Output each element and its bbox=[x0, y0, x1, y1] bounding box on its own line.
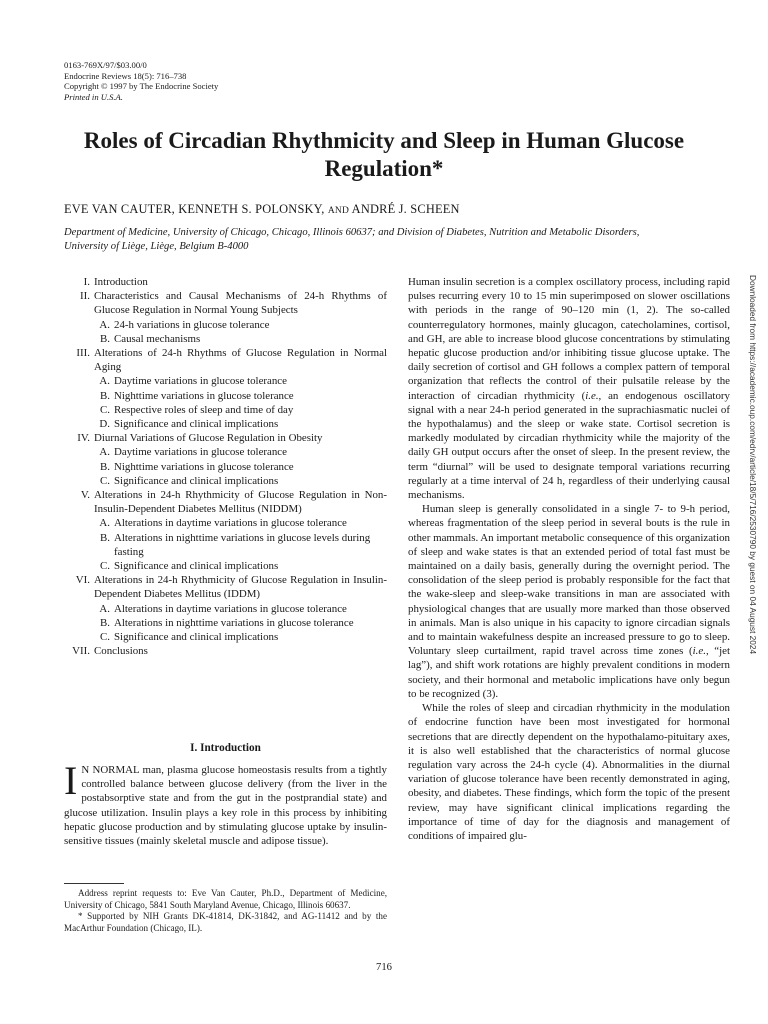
toc-entry bbox=[64, 616, 387, 630]
toc-entry bbox=[64, 289, 387, 317]
toc-entry bbox=[64, 531, 387, 559]
toc-text: Alterations in nighttime variations in glucose tolerance bbox=[114, 616, 354, 629]
toc-number: A. bbox=[99, 375, 110, 388]
footnote-divider bbox=[64, 883, 124, 884]
toc-text: Daytime variations in glucose tolerance bbox=[114, 446, 287, 459]
toc-entry bbox=[64, 516, 387, 530]
toc-text: Significance and clinical implications bbox=[114, 560, 279, 573]
toc-text: Alterations in 24-h Rhythmicity of Glucose Regulation in Insulin-Dependent Diabetes Mellitus (IDDM) bbox=[94, 574, 387, 601]
toc-number: C. bbox=[100, 403, 110, 416]
introduction-text: N NORMAL man, plasma glucose homeostasis results from a tightly controlled balance between glucose delivery (from the liver in the postabsorptive state and from the gut in the postprandial state) and glucose utilization. Insulin plays a key role in this process by inhibiting hepatic glucose production and by stimulating glucose uptake by insulin-sensitive tissues (mainly skeletal muscle and adipose tissue). bbox=[64, 764, 387, 848]
journal-header bbox=[64, 60, 218, 102]
author-names: EVE VAN CAUTER, KENNETH S. POLONSKY, bbox=[64, 202, 325, 216]
toc-number: I. bbox=[83, 276, 90, 288]
footnotes bbox=[64, 888, 387, 934]
author-and: AND bbox=[327, 206, 350, 216]
paragraph-text: , an endogenous oscillatory signal with a near 24-h period generated in the suprachiasmatic nuclei of the hypothalamus) and the sleep or wake state. Cortisol secretion is markedly modulated by circadian rhythmicity while the majority of the daily GH output occurs after the onset of sleep. In the present review, the term “diurnal” will be used to designate temporal variations recurring regularly at a time interval of 24 h, regardless of their underlying causal mechanisms. bbox=[408, 389, 730, 502]
paragraph-text: Human sleep is generally consolidated in a single 7- to 9-h period, whereas fragmentation of the sleep period in several bouts is the rule in other mammals. An important metabolic consequence of this organization of sleep and wake states is that an extended period of total fast must be maintained on a daily basis, generally during the overnight period. The consolidation of the sleep period is probably responsible for the fact that the wake-sleep and sleep-wake transitions in man are associated with physiological changes that are usually more marked than those observed in animals. Man is also unique in his capacity to ignore circadian signals and to maintain wakefulness despite an increased pressure to go to sleep. Voluntary sleep curtailment, rapid travel across time zones ( bbox=[408, 503, 730, 658]
paragraph-text: Human insulin secretion is a complex oscillatory process, including rapid pulses recurring every 10 to 15 min superimposed on slower oscillations with periods in the range of 90–120 min (1, 2). The so-called counterregulatory hormones, mainly glucagon, catecholamines, cortisol, and GH, are able to increase blood glucose concentrations by stimulating hepatic glucose production and/or inhibiting tissue glucose uptake. The daily secretion of cortisol and GH follows a complex pattern of temporal organization that reflects the control of their pulsatile release by the interaction of circadian rhythmicity ( bbox=[408, 276, 730, 402]
toc-number: IV. bbox=[77, 432, 90, 445]
toc-entry bbox=[64, 403, 387, 417]
table-of-contents bbox=[64, 275, 387, 658]
toc-entry bbox=[64, 445, 387, 459]
affiliation: Department of Medicine, University of Chicago, Chicago, Illinois 60637; and Division of Diabetes, Nutrition and Metabolic Disorders, University of Liège, Liège, Belgium B-4000 bbox=[64, 227, 640, 252]
toc-entry bbox=[64, 374, 387, 388]
toc-entry bbox=[64, 573, 387, 601]
toc-number: A. bbox=[99, 318, 110, 331]
toc-number: B. bbox=[100, 616, 110, 629]
toc-text: Alterations in 24-h Rhythmicity of Glucose Regulation in Non-Insulin-Dependent Diabetes Mellitus (NIDDM) bbox=[94, 489, 387, 516]
toc-number: A. bbox=[99, 446, 110, 459]
authors bbox=[64, 202, 460, 217]
toc-number: A. bbox=[99, 517, 110, 530]
toc-entry bbox=[64, 630, 387, 644]
toc-entry bbox=[64, 460, 387, 474]
toc-text: Conclusions bbox=[94, 645, 148, 658]
toc-number: C. bbox=[100, 631, 110, 644]
toc-text: Alterations in nighttime variations in glucose levels during fasting bbox=[114, 531, 371, 558]
toc-entry bbox=[64, 389, 387, 403]
toc-entry bbox=[64, 644, 387, 658]
author-last: ANDRÉ J. SCHEEN bbox=[351, 202, 460, 216]
right-column bbox=[408, 275, 730, 843]
toc-number: B. bbox=[100, 332, 110, 345]
toc-text: Alterations of 24-h Rhythms of Glucose Regulation in Normal Aging bbox=[94, 347, 387, 374]
toc-text: Respective roles of sleep and time of day bbox=[114, 403, 294, 416]
download-watermark: Downloaded from https://academic.oup.com/edrv/article/18/5/716/2530790 by guest on 04 August 2024 bbox=[748, 275, 758, 655]
toc-entry bbox=[64, 417, 387, 431]
drop-cap: I bbox=[64, 758, 78, 803]
toc-text: Significance and clinical implications bbox=[114, 418, 279, 431]
toc-text: Nighttime variations in glucose tolerance bbox=[114, 460, 294, 473]
toc-entry bbox=[64, 431, 387, 445]
toc-text: Significance and clinical implications bbox=[114, 474, 279, 487]
toc-number: V. bbox=[80, 489, 90, 502]
section-heading-introduction: I. Introduction bbox=[190, 742, 261, 754]
toc-number: D. bbox=[99, 418, 110, 431]
toc-text: Nighttime variations in glucose tolerance bbox=[114, 389, 294, 402]
toc-text: 24-h variations in glucose tolerance bbox=[114, 318, 270, 331]
printed-line: Printed in U.S.A. bbox=[64, 91, 123, 102]
toc-entry bbox=[64, 559, 387, 573]
toc-text: Causal mechanisms bbox=[114, 332, 201, 345]
toc-text: Significance and clinical implications bbox=[114, 631, 279, 644]
footnote-support: * Supported by NIH Grants DK-41814, DK-31842, and AG-11412 and by the MacArthur Foundation (Chicago, IL). bbox=[64, 911, 387, 933]
body-paragraph bbox=[408, 502, 730, 701]
toc-entry bbox=[64, 346, 387, 374]
toc-entry bbox=[64, 332, 387, 346]
toc-entry bbox=[64, 602, 387, 616]
issn-line: 0163-769X/97/$03.00/0 bbox=[64, 60, 147, 70]
italic-abbrev: i.e. bbox=[692, 645, 706, 658]
toc-text: Introduction bbox=[94, 276, 148, 288]
italic-abbrev: i.e. bbox=[585, 389, 599, 402]
toc-number: C. bbox=[100, 474, 110, 487]
toc-text: Alterations in daytime variations in glucose tolerance bbox=[114, 602, 347, 615]
toc-entry bbox=[64, 488, 387, 516]
paragraph-text: , “jet lag”), and shift work rotations are highly prevalent conditions in modern society, and their hormonal and metabolic implications have only begun to be recognized (3). bbox=[408, 645, 731, 700]
toc-number: III. bbox=[76, 347, 90, 360]
toc-text: Characteristics and Causal Mechanisms of 24-h Rhythms of Glucose Regulation in Normal Young Subjects bbox=[94, 290, 387, 317]
toc-number: B. bbox=[100, 531, 110, 544]
toc-text: Alterations in daytime variations in glucose tolerance bbox=[114, 517, 347, 530]
journal-citation: Endocrine Reviews 18(5): 716–738 bbox=[64, 70, 187, 81]
article-title: Roles of Circadian Rhythmicity and Sleep in Human Glucose Regulation* bbox=[83, 128, 685, 181]
body-paragraph bbox=[408, 275, 730, 502]
toc-text: Diurnal Variations of Glucose Regulation in Obesity bbox=[94, 432, 323, 445]
toc-entry bbox=[64, 474, 387, 488]
introduction-paragraph bbox=[64, 758, 387, 848]
toc-number: C. bbox=[100, 560, 110, 573]
toc-number: VII. bbox=[72, 645, 90, 658]
copyright-line: Copyright © 1997 by The Endocrine Society bbox=[64, 81, 219, 91]
toc-number: II. bbox=[80, 290, 90, 303]
body-paragraph: While the roles of sleep and circadian rhythmicity in the modulation of endocrine function have been most investigated for hormonal secretions that are directly dependent on the hypothalamo-pituitary axes, it is also well established that the characteristics of normal glucose regulation vary across the 24-h cycle (4). Abnormalities in the diurnal variation of glucose tolerance have been recently demonstrated in aging, obesity, and diabetes. These findings, which form the topic of the present review, may have significant clinical implications regarding the importance of time of day for the diagnosis and management of conditions of impaired glu- bbox=[408, 702, 730, 842]
toc-entry bbox=[64, 318, 387, 332]
toc-text: Daytime variations in glucose tolerance bbox=[114, 375, 287, 388]
toc-number: VI. bbox=[75, 574, 90, 587]
footnote-reprint: Address reprint requests to: Eve Van Cauter, Ph.D., Department of Medicine, University of Chicago, 5841 South Maryland Avenue, Chicago, Illinois 60637. bbox=[64, 888, 387, 910]
page-number: 716 bbox=[376, 962, 392, 973]
toc-number: B. bbox=[100, 460, 110, 473]
toc-entry bbox=[64, 275, 387, 289]
toc-number: A. bbox=[99, 602, 110, 615]
toc-number: B. bbox=[100, 389, 110, 402]
